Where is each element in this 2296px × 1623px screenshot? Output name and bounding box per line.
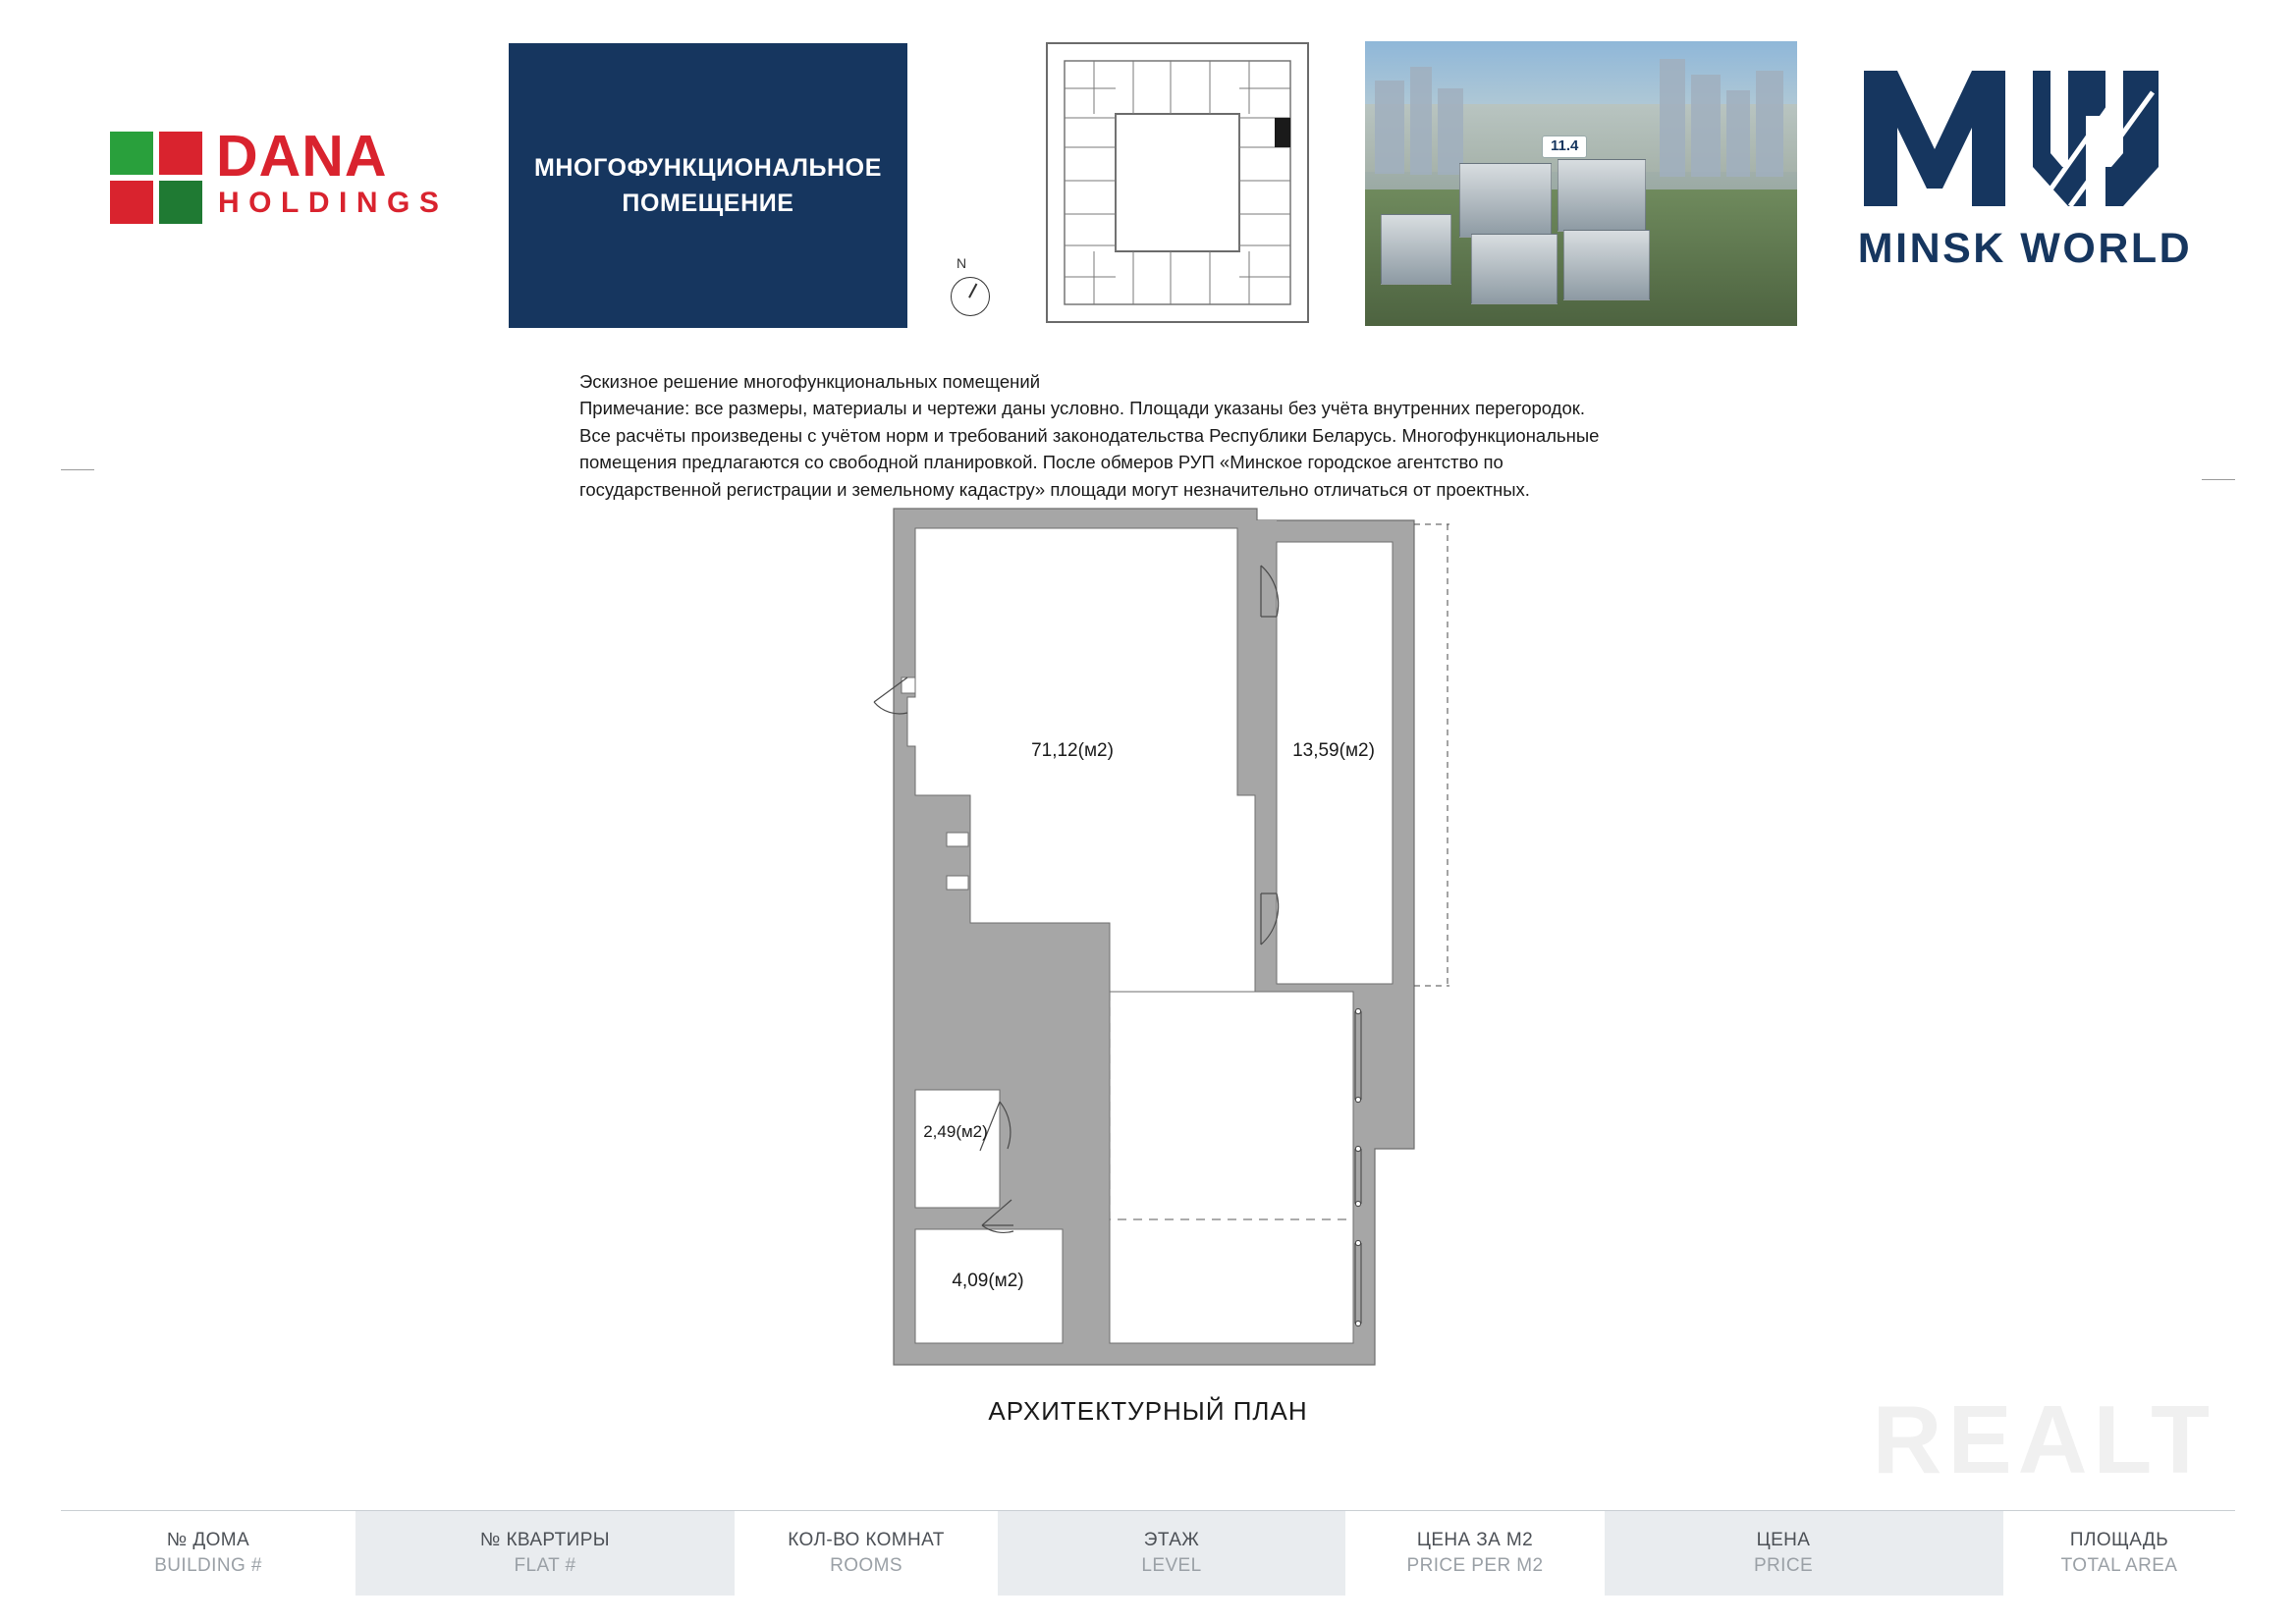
title-line-1: МНОГОФУНКЦИОНАЛЬНОЕ <box>533 153 883 182</box>
footer-value-level <box>1259 1511 1345 1596</box>
room-area-value-3: 2,49 <box>923 1122 957 1141</box>
minsk-world-logo <box>1829 59 2221 304</box>
footer-label-ru-5: ЦЕНА <box>1756 1529 1811 1550</box>
room-area-value-1: 71,12 <box>1031 740 1078 761</box>
footer-label-en-4: PRICE PER М2 <box>1406 1555 1544 1576</box>
footer-value-flat <box>648 1511 735 1596</box>
dana-logo-subtitle: HOLDINGS <box>218 187 449 219</box>
footer-label-en-5: PRICE <box>1753 1555 1814 1576</box>
dana-holdings-logo <box>110 126 483 234</box>
footer-label-en-3: LEVEL <box>1141 1555 1202 1576</box>
footer-col-rooms <box>735 1511 998 1596</box>
plan-walls <box>894 509 1414 1365</box>
compass-icon <box>951 255 1006 332</box>
footer-col-price-per-m2 <box>1345 1511 1605 1596</box>
disclaimer-note <box>579 368 1738 503</box>
note-line-4: помещения предлагаются со свободной планировкой. После обмеров РУП «Минское городское агентство по <box>579 452 1503 473</box>
note-line-5: государственной регистрации и земельному кадастру» площади могут незначительно отличаться от проектных. <box>579 478 1530 500</box>
room-area-label-3 <box>923 1122 988 1141</box>
dana-logo-text: DANA <box>216 124 388 189</box>
title-block <box>509 43 907 328</box>
room-area-value-2: 13,59 <box>1292 740 1339 761</box>
footer-label-ru-0: № ДОМА <box>166 1529 250 1550</box>
footer-label-en-1: FLAT # <box>514 1555 576 1576</box>
room-area-unit-4: (м2) <box>988 1271 1024 1291</box>
room-area-unit-3: (м2) <box>956 1122 988 1141</box>
floor-plan <box>864 501 1473 1375</box>
footer-label-ru-1: № КВАРТИРЫ <box>479 1529 611 1550</box>
left-rule <box>61 469 94 470</box>
footer-col-level <box>1084 1511 1259 1596</box>
room-area-unit-2: (м2) <box>1339 740 1375 761</box>
footer-col-total-area <box>2003 1511 2235 1596</box>
plan-caption: АРХИТЕКТУРНЫЙ ПЛАН <box>988 1396 1308 1426</box>
realt-watermark: REALT <box>1872 1385 2215 1493</box>
compass-north-label: N <box>957 255 967 271</box>
room-area-label-2 <box>1292 740 1375 761</box>
room-area-value-4: 4,09 <box>952 1271 989 1291</box>
dana-squares-icon <box>110 132 204 226</box>
right-rule <box>2202 479 2235 480</box>
room-area-label-1 <box>1031 740 1114 761</box>
document-header <box>0 0 2296 344</box>
room-area-unit-1: (м2) <box>1077 740 1114 761</box>
footer-label-ru-4: ЦЕНА ЗА М2 <box>1416 1529 1534 1550</box>
note-line-2: Примечание: все размеры, материалы и чертежи даны условно. Площади указаны без учёта внутренних перегородок. <box>579 398 1585 419</box>
footer-label-en-0: BUILDING # <box>154 1555 262 1576</box>
footer-label-ru-3: ЭТАЖ <box>1143 1529 1200 1550</box>
room-area-label-4 <box>952 1271 1023 1291</box>
footer-label-en-2: ROOMS <box>830 1555 902 1576</box>
note-line-1: Эскизное решение многофункциональных помещений <box>579 371 1041 392</box>
footer-col-flat <box>442 1511 648 1596</box>
mw-monogram-icon <box>1829 59 2221 226</box>
footer-label-en-6: TOTAL AREA <box>2060 1555 2178 1576</box>
minsk-world-name: MINSK WORLD <box>1857 225 2193 272</box>
building-number-badge: 11.4 <box>1542 135 1587 158</box>
footer-value-building <box>355 1511 442 1596</box>
footer-label-ru-6: ПЛОЩАДЬ <box>2069 1529 2169 1550</box>
footer-col-building <box>61 1511 355 1596</box>
key-plan-thumbnail <box>1043 37 1328 328</box>
note-line-3: Все расчёты произведены с учётом норм и требований законодательства Республики Беларусь. Многофункциональные <box>579 424 1600 446</box>
footer-value-price <box>1876 1511 2003 1596</box>
footer-col-price <box>1691 1511 1876 1596</box>
footer-label-ru-2: КОЛ-ВО КОМНАТ <box>788 1529 945 1550</box>
specs-footer <box>61 1510 2235 1596</box>
title-line-2: ПОМЕЩЕНИЕ <box>622 189 794 217</box>
project-render-photo <box>1365 41 1797 326</box>
plan-dimension-lines <box>1414 524 1449 986</box>
footer-value-rooms <box>998 1511 1084 1596</box>
footer-value-price-per-m2 <box>1605 1511 1691 1596</box>
